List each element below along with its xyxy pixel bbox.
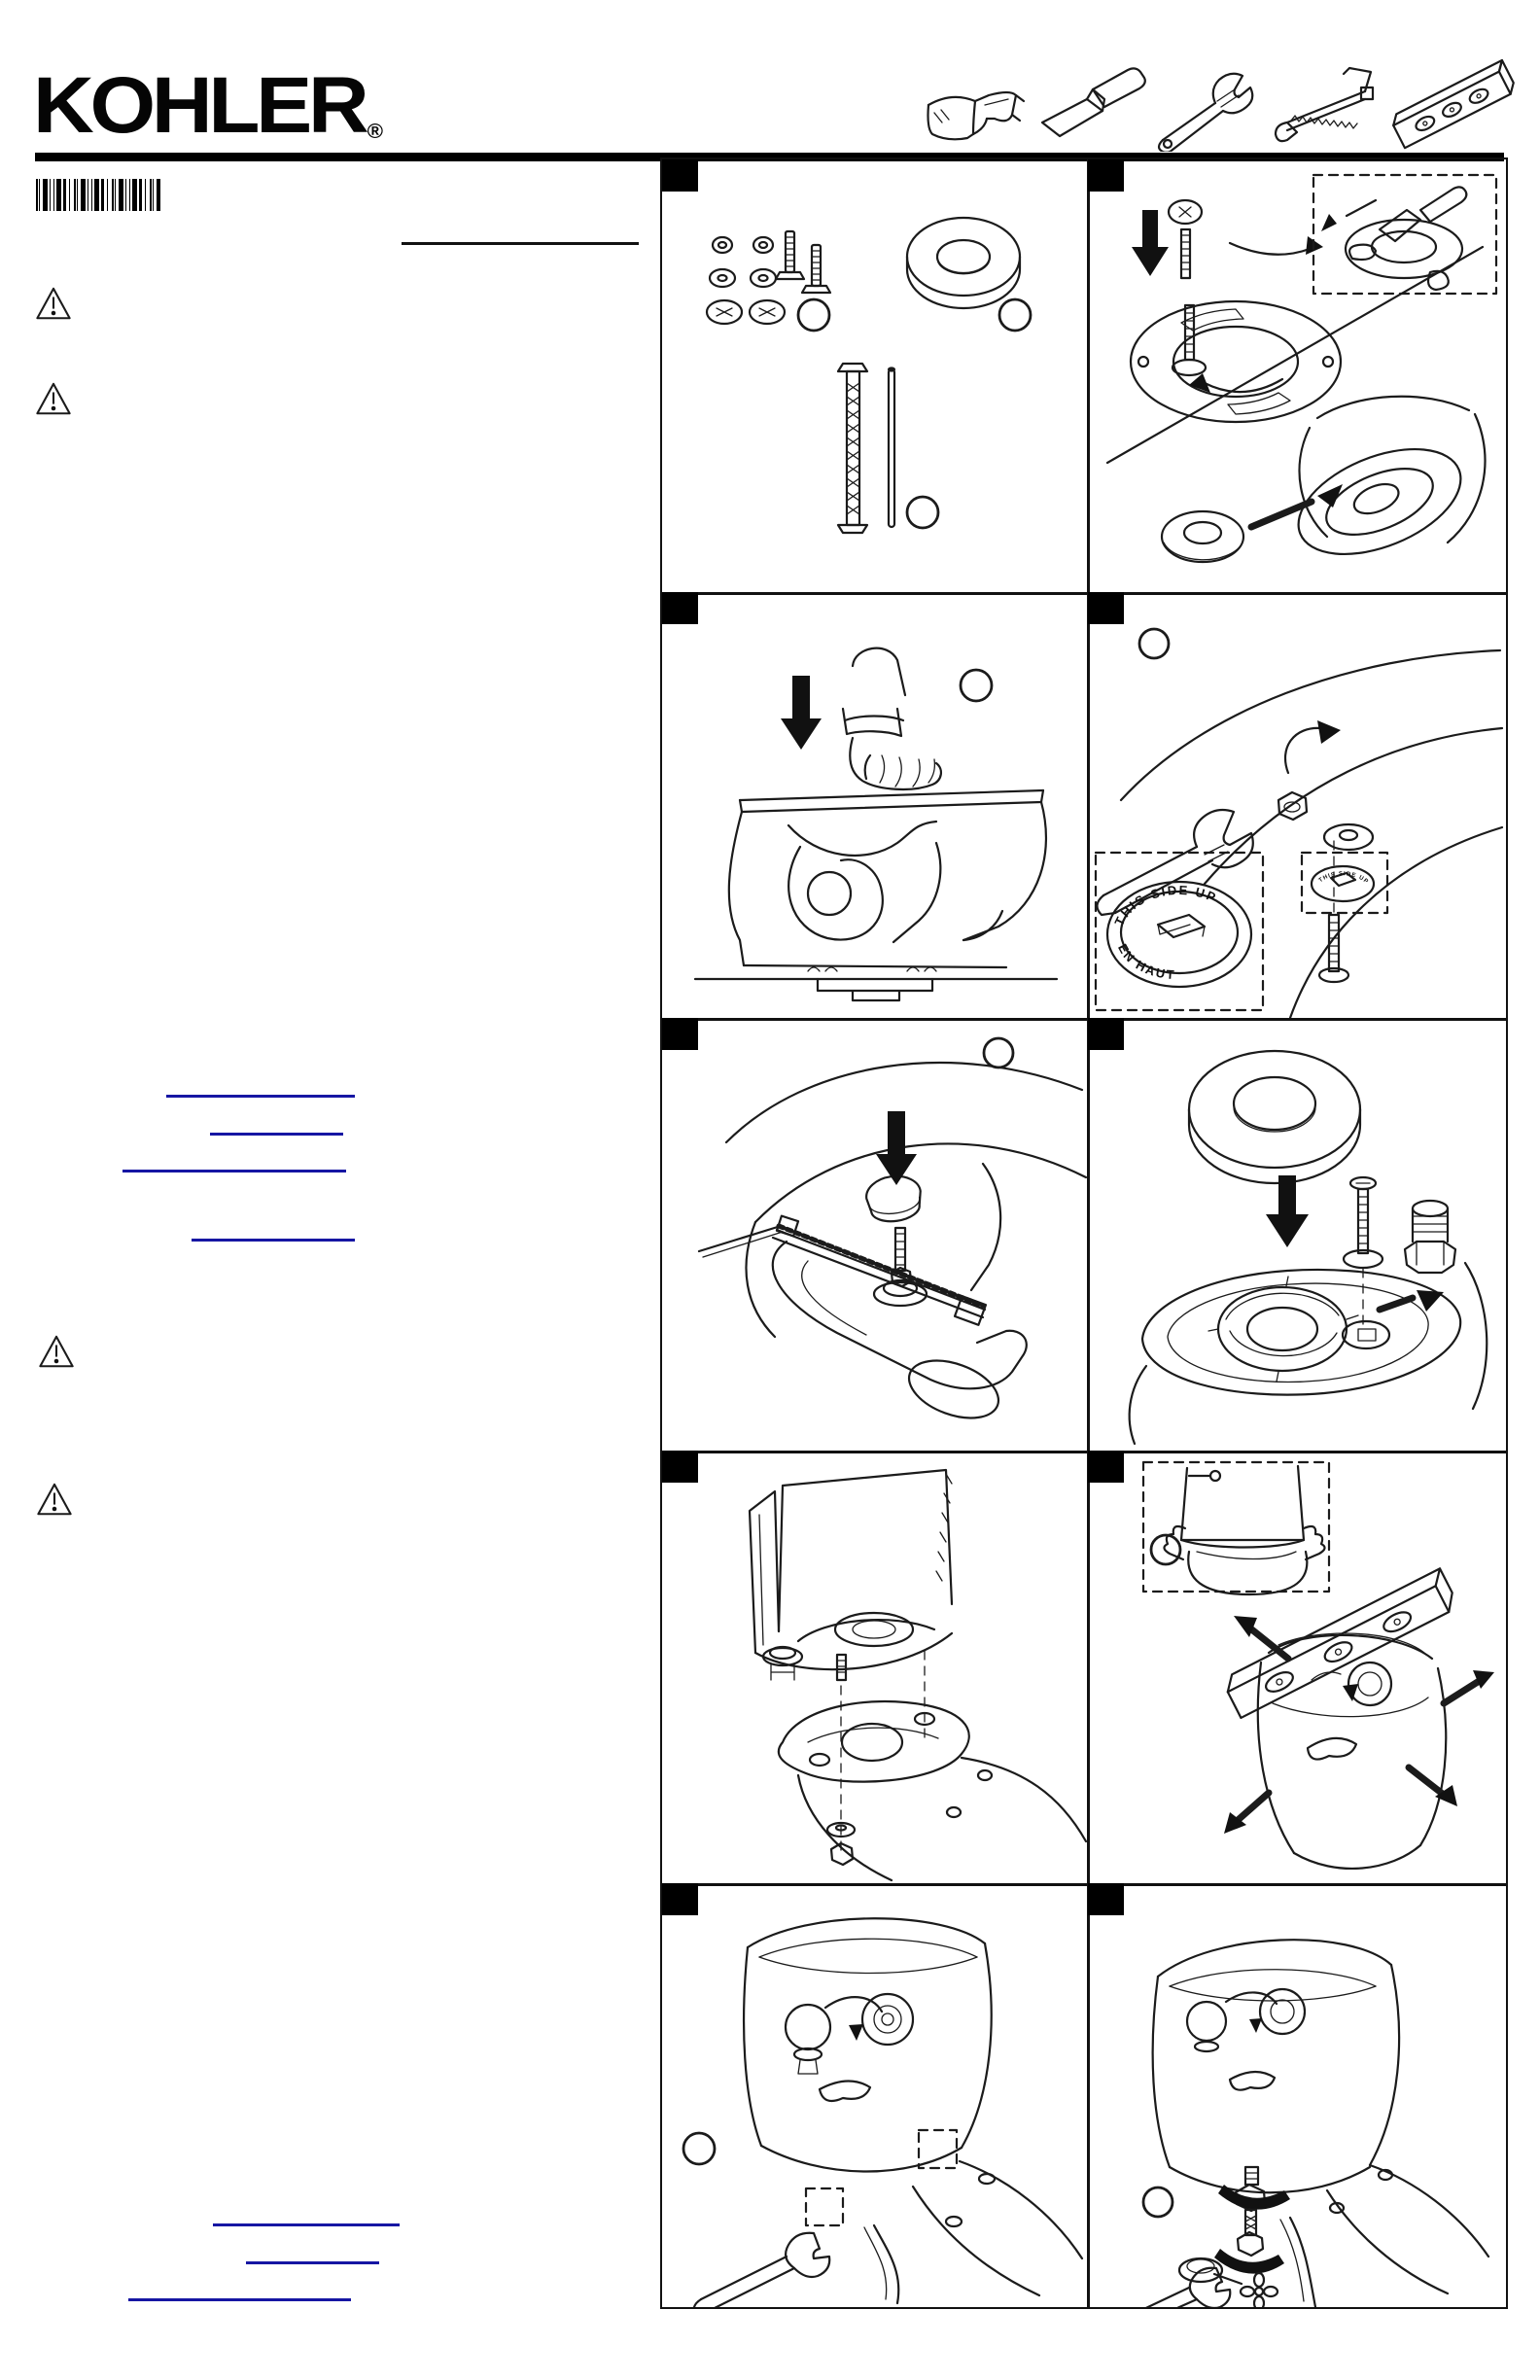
step-art-supply	[1088, 1883, 1506, 2307]
level-icon	[1388, 54, 1515, 158]
step-panel	[1088, 159, 1506, 592]
callout-circle	[798, 299, 829, 331]
this-side-up-inset	[1096, 853, 1263, 1010]
bowl-behind	[1280, 2165, 1488, 2307]
down-arrow-icon	[781, 676, 822, 750]
safety-glasses-icon	[919, 62, 1028, 156]
washer-location-inset	[1302, 853, 1387, 913]
hyperlink-underline[interactable]	[122, 1170, 346, 1172]
adjustable-wrench-icon	[1153, 60, 1268, 152]
tank-bolt	[1344, 1177, 1382, 1327]
step-number-box	[1088, 159, 1124, 192]
callout-circle	[1143, 2188, 1172, 2217]
wrench	[694, 2233, 829, 2307]
tank-to-bowl-gasket	[1189, 1051, 1360, 1183]
step-number-box	[1088, 592, 1124, 624]
step-number-box	[1088, 1018, 1124, 1050]
open-tank	[744, 1918, 992, 2171]
warning-triangle-icon	[38, 1332, 75, 1373]
curved-arrow-icon	[1230, 243, 1310, 255]
hyperlink-underline[interactable]	[246, 2261, 379, 2264]
step-number-box	[1088, 1883, 1124, 1915]
step-panel	[662, 1451, 1088, 1883]
bowl-deck	[779, 1701, 1086, 1880]
hyperlink-underline[interactable]	[213, 2223, 400, 2226]
step-panel	[1088, 1883, 1506, 2307]
step-art-gasket	[1088, 1018, 1506, 1451]
warning-triangle-icon	[35, 379, 72, 420]
washer-label-side: EN HAUT	[1114, 941, 1177, 983]
step-art-set-tank	[662, 1451, 1088, 1883]
step-art-tighten	[1088, 592, 1506, 1018]
fill-valve-shank	[1405, 1201, 1455, 1273]
callout-circle	[984, 1038, 1013, 1068]
step-panel	[662, 592, 1088, 1018]
hyperlink-underline[interactable]	[192, 1239, 355, 1242]
callout-circle	[1139, 629, 1169, 658]
callout-circle	[683, 2133, 715, 2164]
step-art-set-bowl	[662, 592, 1088, 1018]
logo-text: KOHLER	[33, 61, 366, 150]
hyperlink-underline[interactable]	[210, 1133, 343, 1136]
step-panel	[1088, 1451, 1506, 1883]
bowl-cross-section	[729, 790, 1046, 971]
hacksaw-icon	[1270, 60, 1384, 148]
warning-triangle-icon	[35, 284, 72, 325]
step-art-level	[1088, 1451, 1506, 1883]
barcode	[36, 179, 160, 211]
step-panel	[1088, 1018, 1506, 1451]
putty-knife-icon	[1036, 60, 1149, 144]
bolt-cap-washers	[707, 300, 785, 324]
callout-circle	[999, 299, 1031, 331]
step-number-box	[662, 1451, 698, 1483]
hyperlink-underline[interactable]	[128, 2298, 351, 2301]
wrench	[1108, 2268, 1230, 2307]
step-number-box	[662, 592, 698, 624]
down-arrow-icon	[1132, 210, 1169, 276]
heading-underline	[402, 242, 639, 245]
open-tank	[1258, 1633, 1446, 1869]
registered-mark: ®	[367, 121, 384, 143]
down-arrow-icon	[876, 1111, 917, 1185]
hyperlink-underline[interactable]	[166, 1095, 355, 1098]
step-panel	[1088, 592, 1506, 1018]
step-panel	[662, 159, 1088, 592]
step-art-parts	[662, 159, 1088, 592]
step-number-box	[662, 1883, 698, 1915]
flange-screw	[1169, 200, 1202, 278]
press-tank-inset	[1143, 1462, 1329, 1594]
step-number-box	[1088, 1451, 1124, 1483]
step-art-trim	[662, 1018, 1088, 1451]
kohler-logo	[33, 61, 384, 150]
step-panel-grid	[660, 158, 1508, 2309]
pressing-hand	[843, 648, 941, 789]
tank-gasket	[907, 218, 1020, 308]
supply-hose	[838, 364, 867, 533]
warning-triangle-icon	[36, 1480, 73, 1521]
tank	[1153, 1940, 1399, 2192]
connection-marker	[806, 2188, 843, 2225]
refill-tube	[889, 368, 894, 528]
washer-and-nut	[827, 1823, 855, 1865]
washer-label-top: THIS SIDE UP	[1111, 882, 1220, 928]
supply-connection	[1179, 2167, 1290, 2307]
step-art-flange	[1088, 159, 1506, 592]
bowl-outlet-and-wax-ring	[1162, 397, 1486, 576]
step-art-connections	[662, 1883, 1088, 2307]
panel-divider-line	[1107, 247, 1483, 463]
tank-underside	[750, 1470, 952, 1680]
tank-bottom-plate	[1142, 1270, 1460, 1395]
connection-marker	[919, 2130, 957, 2168]
svg-text:EN HAUT	[1115, 941, 1176, 982]
nuts-and-washers	[710, 237, 776, 287]
adjustment-arrows	[1224, 1616, 1494, 1834]
step-number-box	[662, 159, 698, 192]
floor-flange	[1131, 301, 1341, 422]
putty-inset	[1313, 175, 1496, 294]
curved-arrow-icon	[1285, 728, 1321, 773]
step-panel	[662, 1883, 1088, 2307]
washer-label-small: THIS SIDE UP	[1317, 871, 1370, 886]
step-panel	[662, 1018, 1088, 1451]
callout-circle	[961, 670, 992, 701]
tank-bolts	[776, 231, 830, 293]
step-number-box	[662, 1018, 698, 1050]
down-arrow-icon	[1266, 1175, 1309, 1247]
bowl-behind	[864, 2161, 1082, 2303]
callout-circle	[907, 497, 938, 528]
